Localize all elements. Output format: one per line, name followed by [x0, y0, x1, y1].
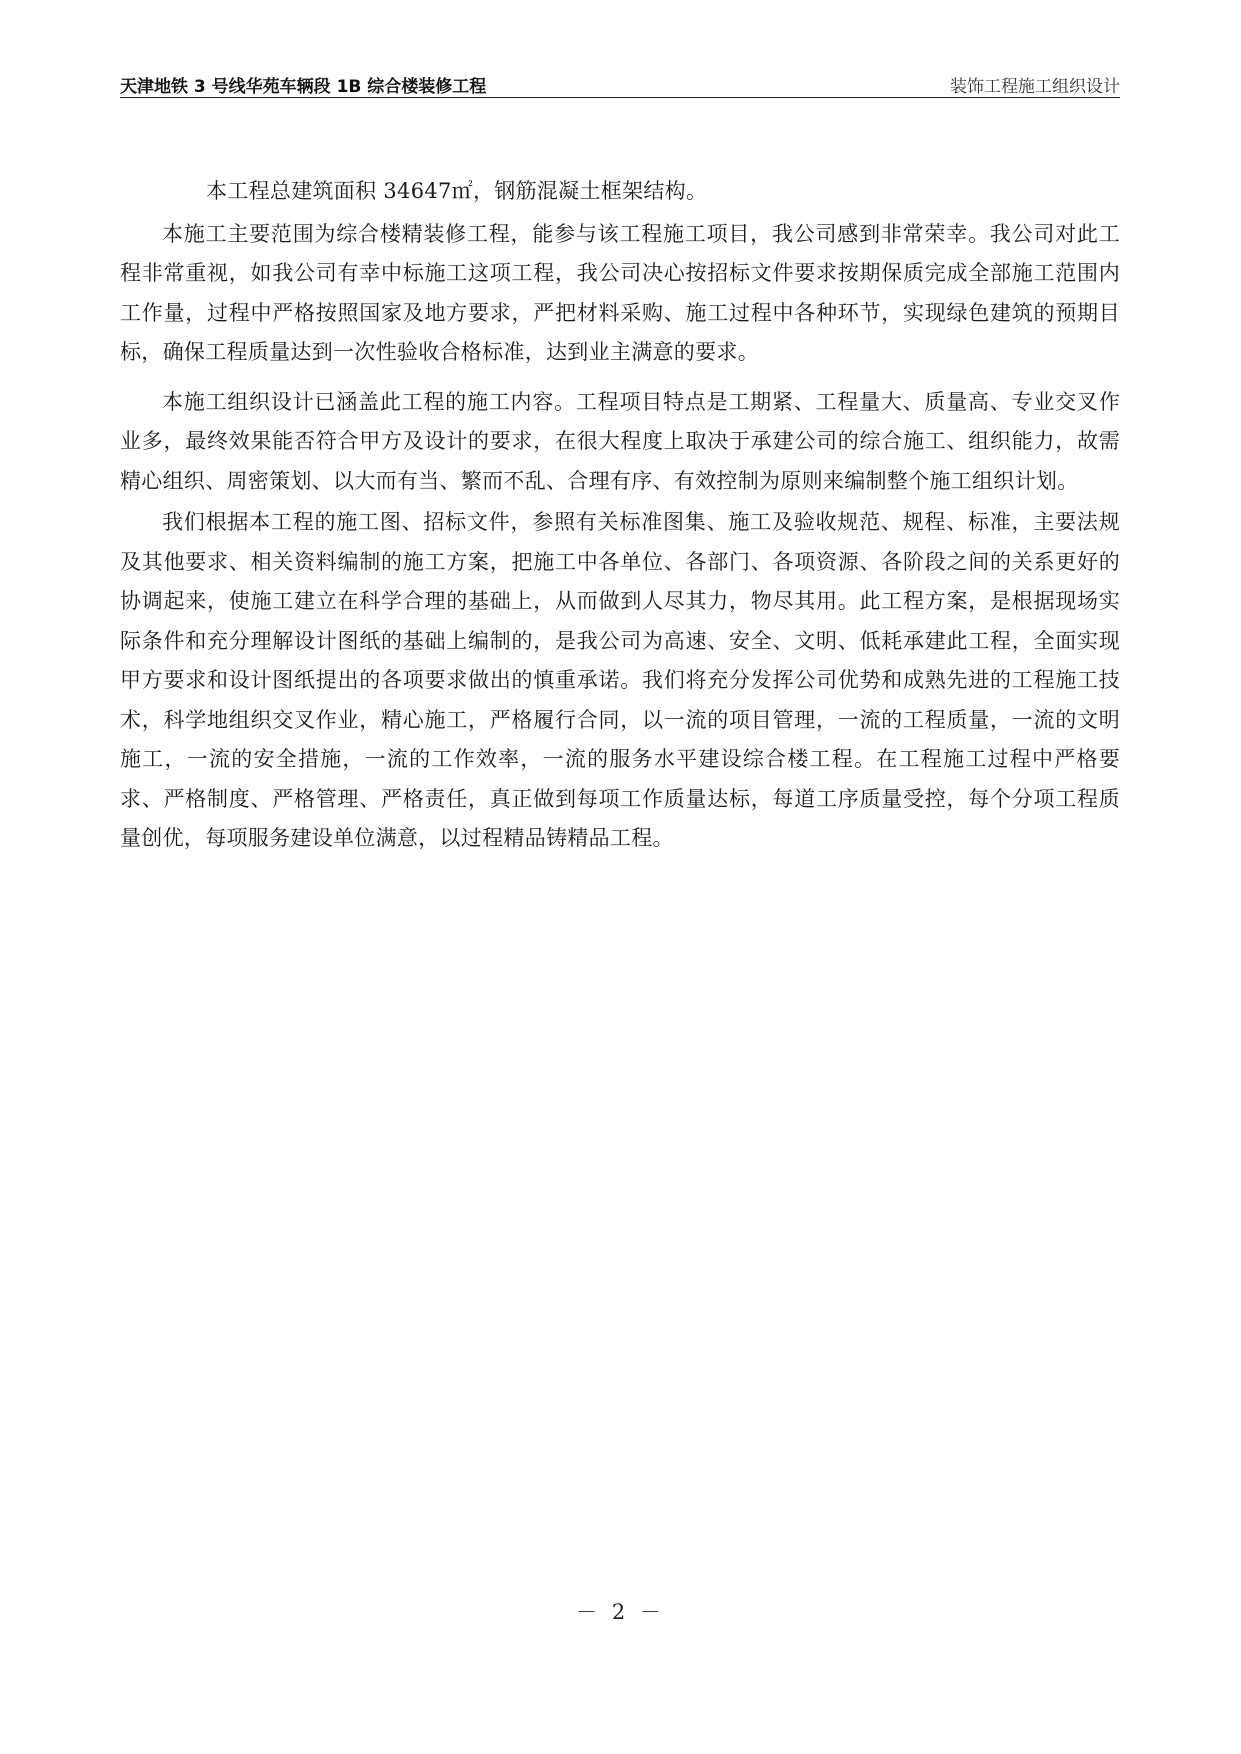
- header-document-type: 装饰工程施工组织设计: [950, 77, 1120, 97]
- header-divider: [120, 97, 1120, 98]
- paragraph-scope: 本施工主要范围为综合楼精装修工程，能参与该工程施工项目，我公司感到非常荣幸。我公司对此工程非常重视，如我公司有幸中标施工这项工程，我公司决心按招标文件要求按期保质完成全部施工范围内工作量，过程中严格按照国家及地方要求，严把材料采购、施工过程中各种环节，实现绿色建筑的预期目标，确保工程质量达到一次性验收合格标准，达到业主满意的要求。: [120, 221, 1120, 364]
- body-text: [120, 172, 1120, 859]
- paragraph-building-area: 本工程总建筑面积 34647㎡，钢筋混凝土框架结构。: [206, 179, 708, 203]
- paragraph-design-coverage: 本施工组织设计已涵盖此工程的施工内容。工程项目特点是工期紧、工程量大、质量高、专业交叉作业多，最终效果能否符合甲方及设计的要求，在很大程度上取决于承建公司的综合施工、组织能力，故需精心组织、周密策划、以大而有当、繁而不乱、合理有序、有效控制为原则来编制整个施工组织计划。: [120, 389, 1120, 493]
- paragraph-basis-commitment: 我们根据本工程的施工图、招标文件，参照有关标准图集、施工及验收规范、规程、标准，主要法规及其他要求、相关资料编制的施工方案，把施工中各单位、各部门、各项资源、各阶段之间的关系更好的协调起来，使施工建立在科学合理的基础上，从而做到人尽其力，物尽其用。此工程方案，是根据现场实际条件和充分理解设计图纸的基础上编制的，是我公司为高速、安全、文明、低耗承建此工程，全面实现甲方要求和设计图纸提出的各项要求做出的慎重承诺。我们将充分发挥公司优势和成熟先进的工程施工技术，科学地组织交叉作业，精心施工，严格履行合同，以一流的项目管理，一流的工程质量，一流的文明施工，一流的安全措施，一流的工作效率，一流的服务水平建设综合楼工程。在工程施工过程中严格要求、严格制度、严格管理、严格责任，真正做到每项工作质量达标，每道工序质量受控，每个分项工程质量创优，每项服务建设单位满意，以过程精品铸精品工程。: [120, 510, 1120, 850]
- page-number: － 2 －: [576, 1600, 665, 1624]
- page-header: [120, 70, 1120, 98]
- header-project-title: 天津地铁 3 号线华苑车辆段 1B 综合楼装修工程: [120, 77, 487, 97]
